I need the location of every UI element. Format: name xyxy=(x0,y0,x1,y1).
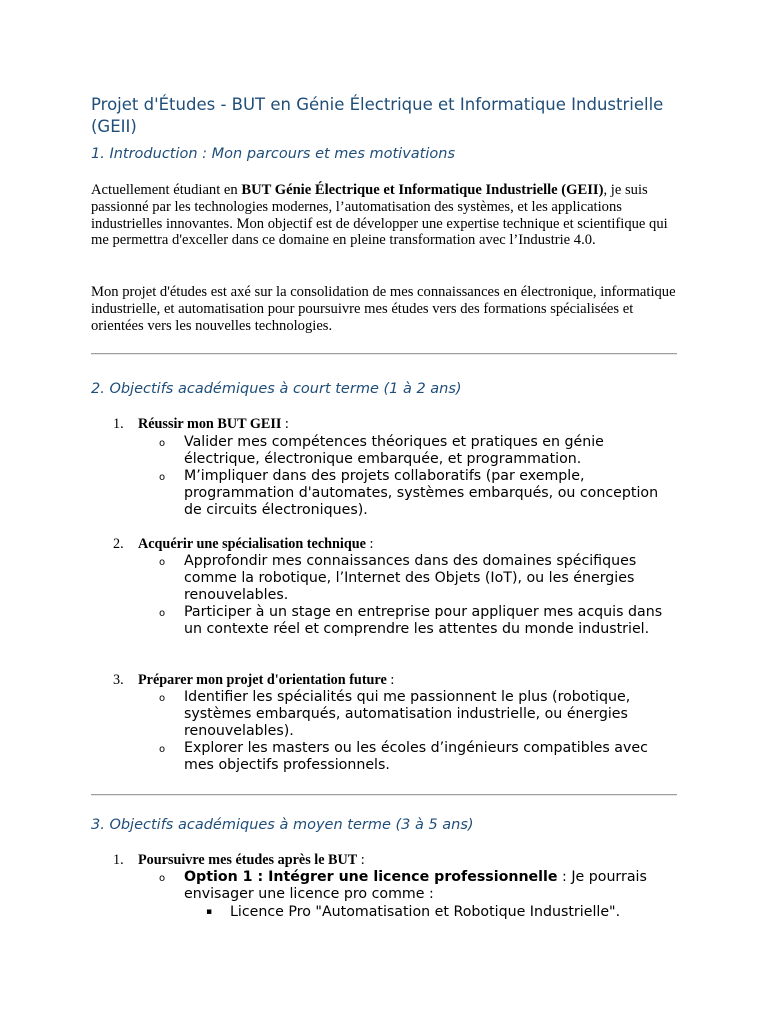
list-number: 1. xyxy=(113,852,124,868)
page-title: Projet d'Études - BUT en Génie Électrique et Informatique Industrielle (GEII) xyxy=(91,95,664,136)
section-3-heading: 3. Objectifs académiques à moyen terme (3 à 5 ans) xyxy=(91,817,474,833)
circle-bullet-icon: o xyxy=(159,873,166,884)
option-title: Option 1 : Intégrer une licence professionnelle xyxy=(184,869,558,885)
list-item-3-heading xyxy=(113,672,394,689)
intro-paragraph-1 xyxy=(91,182,681,249)
circle-bullet-icon: o xyxy=(159,744,166,755)
section-divider xyxy=(91,353,677,355)
option-description: : Je pourrais envisager une licence pro comme : xyxy=(184,869,647,902)
list-item-1-heading xyxy=(113,852,365,869)
bullet-text xyxy=(184,869,664,903)
intro-degree-name: BUT Génie Électrique et Informatique Industrielle (GEII) xyxy=(241,182,604,198)
list-item-suffix: : xyxy=(386,672,395,688)
list-item-suffix: : xyxy=(357,852,365,868)
bullet-text: M’impliquer dans des projets collaboratifs (par exemple, programmation d'automates, systèmes embarqués, ou conception de circuits électroniques). xyxy=(184,468,659,518)
list-number: 3. xyxy=(113,672,124,688)
bullet-text: Approfondir mes connaissances dans des domaines spécifiques comme la robotique, l’Internet des Objets (IoT), ou les énergies renouvelables. xyxy=(184,553,637,603)
bullet-text: Valider mes compétences théoriques et pratiques en génie électrique, électronique embarquée, et programmation. xyxy=(184,434,604,467)
intro-text-end: , je suis passionné par les technologies modernes, l’automatisation des systèmes, et les applications industrielles innovantes. Mon objectif est de développer une expertise technique et scientifique qui me permettra d'exceller dans ce domaine en pleine transformation avec l’Industrie 4.0. xyxy=(91,182,668,249)
circle-bullet-icon: o xyxy=(159,438,166,449)
section-1-heading: 1. Introduction : Mon parcours et mes motivations xyxy=(91,146,455,162)
section-divider xyxy=(91,794,677,796)
list-number: 2. xyxy=(113,536,124,552)
list-number: 1. xyxy=(113,416,124,432)
list-item-title: Réussir mon BUT GEII xyxy=(138,416,282,432)
circle-bullet-icon: o xyxy=(159,557,166,568)
list-item-2-heading xyxy=(113,536,373,553)
intro-text-start: Actuellement étudiant en xyxy=(91,182,242,198)
list-item-suffix: : xyxy=(365,536,374,552)
list-item-suffix: : xyxy=(281,416,289,432)
intro-paragraph-2: Mon projet d'études est axé sur la consolidation de mes connaissances en électronique, informatique industrielle, et automatisation pour poursuivre mes études vers des formations spécialisées et orientées vers les nouvelles technologies. xyxy=(91,284,676,334)
square-bullet-icon: ▪ xyxy=(206,907,213,917)
circle-bullet-icon: o xyxy=(159,472,166,483)
list-item-title: Préparer mon projet d'orientation future xyxy=(138,672,387,688)
list-item-1-heading xyxy=(113,416,289,433)
section-2-heading: 2. Objectifs académiques à court terme (1 à 2 ans) xyxy=(91,381,462,397)
bullet-text: Explorer les masters ou les écoles d’ingénieurs compatibles avec mes objectifs professionnels. xyxy=(184,740,648,773)
list-item-title: Poursuivre mes études après le BUT xyxy=(138,852,358,868)
list-item-title: Acquérir une spécialisation technique xyxy=(138,536,366,552)
circle-bullet-icon: o xyxy=(159,608,166,619)
bullet-text: Participer à un stage en entreprise pour appliquer mes acquis dans un contexte réel et comprendre les attentes du monde industriel. xyxy=(184,604,663,637)
circle-bullet-icon: o xyxy=(159,693,166,704)
sub-bullet-text: Licence Pro "Automatisation et Robotique Industrielle". xyxy=(230,904,621,920)
bullet-text: Identifier les spécialités qui me passionnent le plus (robotique, systèmes embarqués, automatisation industrielle, ou énergies renouvelables). xyxy=(184,689,631,739)
